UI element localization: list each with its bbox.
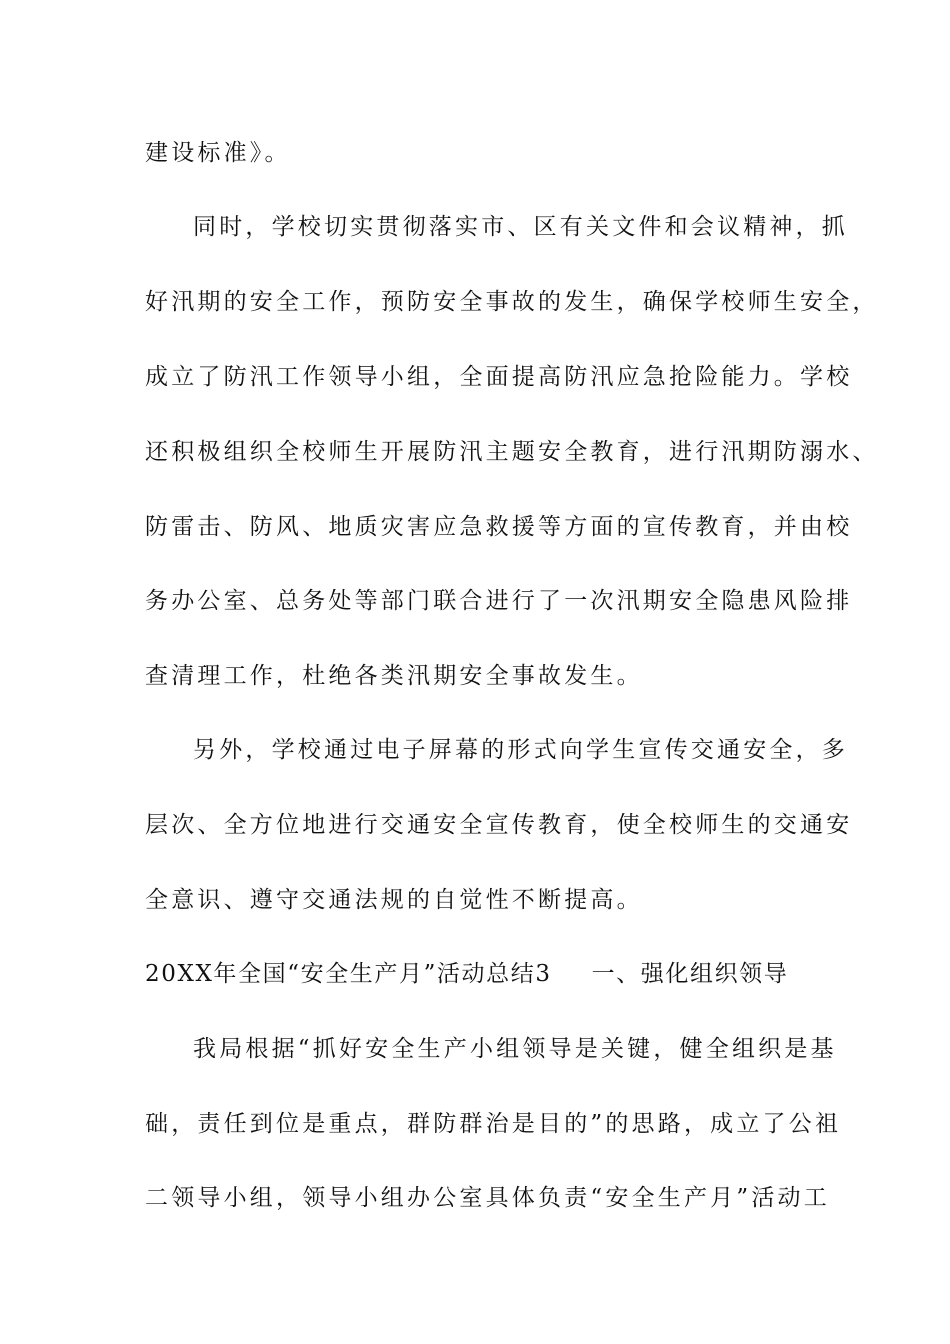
paragraph-first-line: 另外，学校通过电子屏幕的形式向学生宣传交通安全，多 [193,737,848,763]
paragraph-first-line: 同时，学校切实贯彻落实市、区有关文件和会议精神，抓 [193,214,848,240]
text-line: 好汛期的安全工作，预防安全事故的发生，确保学校师生安全， [145,289,879,315]
section-heading [145,954,845,994]
text-line: 还积极组织全校师生开展防汛主题安全教育，进行汛期防溺水、 [145,439,879,465]
paragraph-first-line: 我局根据“抓好安全生产小组领导是关键，健全组织是基 [193,1036,837,1062]
text-line: 础，责任到位是重点，群防群治是目的”的思路，成立了公祖 [145,1111,842,1137]
text-line: 查清理工作，杜绝各类汛期安全事故发生。 [145,663,643,689]
heading-subtitle: 一、强化组织领导 [591,961,789,987]
text-line: 全意识、遵守交通法规的自觉性不断提高。 [145,887,643,913]
text-line: 建设标准》。 [145,140,291,166]
text-line: 务办公室、总务处等部门联合进行了一次汛期安全隐患风险排 [145,588,853,614]
text-line: 防雷击、防风、地质灾害应急救援等方面的宣传教育，并由校 [145,514,853,540]
heading-title: 20XX年全国“安全生产月”活动总结3 [145,961,552,987]
text-line: 层次、全方位地进行交通安全宣传教育，使全校师生的交通安 [145,812,853,838]
text-line: 二领导小组，领导小组办公室具体负责“安全生产月”活动工 [145,1185,830,1211]
text-line: 成立了防汛工作领导小组，全面提高防汛应急抢险能力。学校 [145,364,853,390]
